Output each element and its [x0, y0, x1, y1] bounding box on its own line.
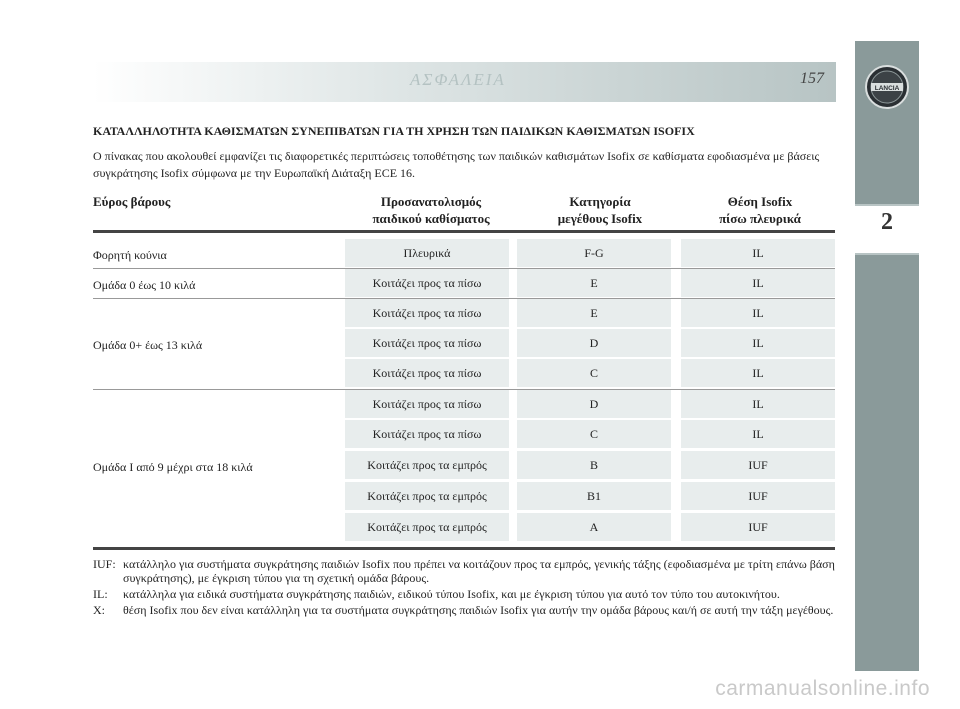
note-text: κατάλληλο για συστήματα συγκράτησης παιδιών Isofix που πρέπει να κοιτάζουν προς τα εμπρός, γενικής τάξης (εφοδιασμένα με τρίτη επάνω βάση συγκράτησης), με έγκριση τύπου για τη σχετική ομάδα βάρους.	[123, 557, 835, 585]
table-cell-orientation: Κοιτάζει προς τα πίσω	[372, 306, 482, 320]
table-bottom-rule	[93, 547, 835, 550]
table-cell-position: IL	[752, 427, 764, 441]
row-divider	[345, 450, 835, 451]
table-cell-category: D	[589, 336, 599, 350]
header-weight-range	[93, 193, 170, 210]
page-number: 157	[800, 70, 824, 87]
table-cell-category: D	[589, 397, 599, 411]
page-header-title: ΑΣΦΑΛΕΙΑ	[410, 70, 506, 89]
watermark: carmanualsonline.info	[715, 677, 930, 700]
note-iuf	[93, 557, 835, 585]
note-text: θέση Isofix που δεν είναι κατάλληλη για τα συστήματα συγκράτησης παιδιών Isofix για αυτήν την ομάδα βάρους και/ή σε αυτή την τάξη μεγέθους.	[123, 603, 834, 617]
table-cell-position: IL	[752, 397, 764, 411]
group-label-carrycot: Φορητή κούνια	[93, 248, 167, 262]
table-cell-category: B	[589, 458, 598, 472]
header-category-line2: μεγέθους Isofix	[557, 211, 643, 226]
table-cell-orientation: Κοιτάζει προς τα εμπρός	[367, 520, 487, 534]
note-key: X:	[93, 603, 105, 617]
table-top-rule	[93, 230, 835, 233]
chapter-side-tab	[855, 41, 919, 671]
table-cell-orientation: Πλευρικά	[403, 246, 451, 260]
table-cell-position: IL	[752, 336, 764, 350]
table-cell-category: F-G	[584, 246, 604, 260]
group-divider-1	[93, 268, 835, 269]
table-cell-category: C	[589, 427, 598, 441]
header-category	[525, 193, 675, 227]
note-x	[93, 603, 835, 617]
table-cell-orientation: Κοιτάζει προς τα εμπρός	[367, 458, 487, 472]
header-category-line1: Κατηγορία	[569, 194, 631, 209]
table-cell-orientation: Κοιτάζει προς τα πίσω	[372, 276, 482, 290]
table-cell-orientation: Κοιτάζει προς τα εμπρός	[367, 489, 487, 503]
row-divider	[345, 419, 835, 420]
table-cell-category: E	[590, 306, 598, 320]
header-position	[685, 193, 835, 227]
note-key: IL:	[93, 587, 108, 601]
table-cell-orientation: Κοιτάζει προς τα πίσω	[372, 366, 482, 380]
header-position-line1: Θέση Isofix	[727, 194, 793, 209]
table-cell-orientation: Κοιτάζει προς τα πίσω	[372, 427, 482, 441]
header-position-line2: πίσω πλευρικά	[719, 211, 801, 226]
note-il	[93, 587, 835, 601]
note-key: IUF:	[93, 557, 116, 571]
table-cell-category: A	[589, 520, 599, 534]
table-cell-position: IL	[752, 246, 764, 260]
group-label-group1: Ομάδα I από 9 μέχρι στα 18 κιλά	[93, 460, 253, 474]
group-label-group0: Ομάδα 0 έως 10 κιλά	[93, 278, 196, 292]
svg-text:LANCIA: LANCIA	[874, 85, 900, 92]
table-cell-position: IUF	[748, 489, 768, 503]
table-cell-position: IL	[752, 366, 764, 380]
table-cell-orientation: Κοιτάζει προς τα πίσω	[372, 336, 482, 350]
table-cell-category: B1	[586, 489, 601, 503]
table-cell-orientation: Κοιτάζει προς τα πίσω	[372, 397, 482, 411]
table-cell-position: IUF	[748, 458, 768, 472]
table-cell-position: IUF	[748, 520, 768, 534]
table-cell-category: C	[589, 366, 598, 380]
section-title: ΚΑΤΑΛΛΗΛΟΤΗΤΑ ΚΑΘΙΣΜΑΤΩΝ ΣΥΝΕΠΙΒΑΤΩΝ ΓΙΑ ΤΗ ΧΡΗΣΗ ΤΩΝ ΠΑΙΔΙΚΩΝ ΚΑΘΙΣΜΑΤΩΝ ISOFIX	[93, 124, 695, 138]
table-cell-position: IL	[752, 306, 764, 320]
row-divider	[345, 512, 835, 513]
table-cell-category: E	[590, 276, 598, 290]
header-orientation-line2: παιδικού καθίσματος	[372, 211, 490, 226]
note-text: κατάλληλα για ειδικά συστήματα συγκράτησης παιδιών, ειδικού τύπου Isofix, και με έγκριση τύπου για αυτό τον τύπο του αυτοκινήτου.	[123, 587, 780, 601]
group-divider-2	[93, 298, 835, 299]
legend-notes	[93, 557, 835, 619]
header-orientation-line1: Προσανατολισμός	[380, 194, 482, 209]
header-orientation	[345, 193, 517, 227]
group-label-group0plus: Ομάδα 0+ έως 13 κιλά	[93, 338, 203, 352]
row-divider	[345, 481, 835, 482]
chapter-number: 2	[881, 209, 893, 235]
intro-paragraph: Ο πίνακας που ακολουθεί εμφανίζει τις διαφορετικές περιπτώσεις τοποθέτησης των παιδικών καθισμάτων Isofix σε καθίσματα εφοδιασμένα με βάσεις συγκράτησης Isofix σύμφωνα με την Ευρωπαϊκή Διάταξη ECE 16.	[93, 149, 820, 180]
row-divider	[345, 328, 835, 329]
group-divider-3	[93, 389, 835, 390]
header-weight-label: Εύρος βάρους	[93, 194, 171, 209]
row-divider	[345, 358, 835, 359]
table-cell-position: IL	[752, 276, 764, 290]
lancia-logo	[864, 64, 910, 110]
